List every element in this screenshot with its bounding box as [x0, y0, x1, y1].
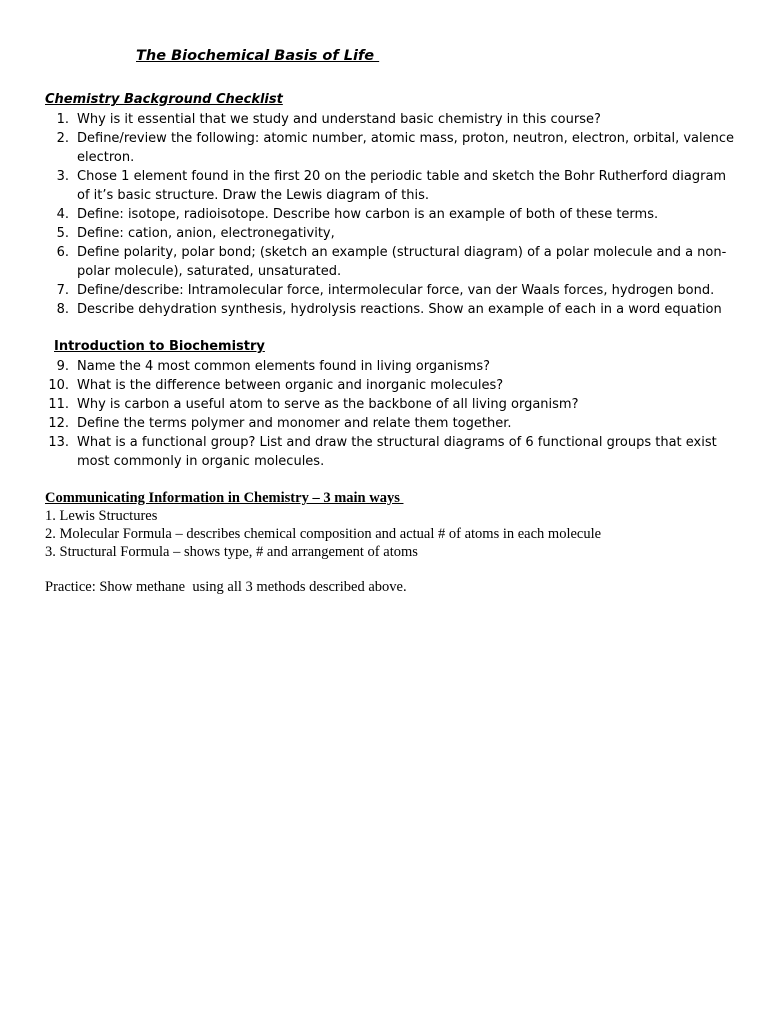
item-text: Define/describe: Intramolecular force, intermolecular force, van der Waals forces, hydrogen bond.: [77, 283, 715, 298]
item-number: 12.: [48, 416, 69, 431]
method-line: 1. Lewis Structures: [45, 508, 158, 524]
item-text: Define: isotope, radioisotope. Describe how carbon is an example of both of these terms.: [77, 207, 659, 222]
list-item: [45, 224, 735, 243]
item-text: Define polarity, polar bond; (sketch an example (structural diagram) of a polar molecule and a non-polar molecule), saturated, unsaturated.: [77, 245, 727, 279]
section-heading-chemistry-background: Chemistry Background Checklist: [45, 92, 283, 107]
item-number: 9.: [56, 359, 69, 374]
item-text: Define/review the following: atomic number, atomic mass, proton, neutron, electron, orbital, valence electron.: [77, 131, 734, 165]
list-item: [45, 167, 735, 205]
list-item: [45, 414, 735, 433]
item-text: Why is it essential that we study and understand basic chemistry in this course?: [77, 112, 601, 127]
item-number: 1.: [56, 112, 69, 127]
item-text: Define: cation, anion, electronegativity,: [77, 226, 335, 241]
document-title: The Biochemical Basis of Life: [136, 48, 380, 64]
section-heading-communicating: Communicating Information in Chemistry – 3 main ways: [45, 490, 404, 506]
method-line: 3. Structural Formula – shows type, # and arrangement of atoms: [45, 544, 418, 560]
item-number: 11.: [48, 397, 69, 412]
item-text: Define the terms polymer and monomer and relate them together.: [77, 416, 512, 431]
list-item: [45, 433, 735, 471]
method-line: 2. Molecular Formula – describes chemical composition and actual # of atoms in each molecule: [45, 526, 602, 542]
chemistry-checklist: [45, 110, 735, 319]
practice-line: Practice: Show methane using all 3 methods described above.: [45, 579, 407, 595]
biochemistry-questions: [45, 357, 735, 471]
list-item: [45, 281, 735, 300]
list-item: [45, 357, 735, 376]
item-text: What is the difference between organic and inorganic molecules?: [77, 378, 504, 393]
list-item: [45, 395, 735, 414]
list-item: [45, 300, 735, 319]
list-item: [45, 110, 735, 129]
item-number: 7.: [56, 283, 69, 298]
item-text: What is a functional group? List and draw the structural diagrams of 6 functional groups that exist most commonly in organic molecules.: [77, 435, 717, 469]
list-item: [45, 129, 735, 167]
item-number: 3.: [56, 169, 69, 184]
item-number: 4.: [56, 207, 69, 222]
item-text: Chose 1 element found in the first 20 on the periodic table and sketch the Bohr Rutherford diagram of it’s basic structure. Draw the Lewis diagram of this.: [77, 169, 727, 203]
item-number: 6.: [56, 245, 69, 260]
item-text: Why is carbon a useful atom to serve as the backbone of all living organism?: [77, 397, 579, 412]
item-number: 13.: [48, 435, 69, 450]
list-item: [45, 205, 735, 224]
item-number: 5.: [56, 226, 69, 241]
list-item: [45, 376, 735, 395]
item-number: 2.: [56, 131, 69, 146]
list-item: [45, 243, 735, 281]
item-number: 8.: [56, 302, 69, 317]
section-heading-intro-biochemistry: Introduction to Biochemistry: [54, 339, 265, 354]
item-text: Describe dehydration synthesis, hydrolysis reactions. Show an example of each in a word equation: [77, 302, 722, 317]
item-number: 10.: [48, 378, 69, 393]
communicating-info-section: [45, 489, 745, 561]
item-text: Name the 4 most common elements found in living organisms?: [77, 359, 491, 374]
